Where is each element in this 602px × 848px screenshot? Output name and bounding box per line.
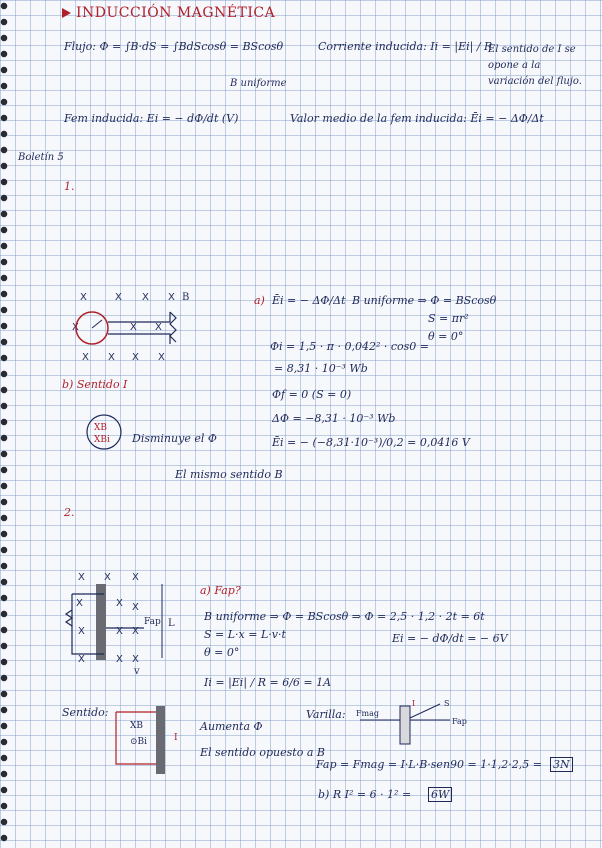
problem-1-uniform: B uniforme ⇒ Φ = BScosθ — [352, 294, 497, 307]
svg-text:X: X — [132, 572, 139, 583]
induced-emf: Fem inducida: Ei = − dΦ/dt (V) — [64, 112, 239, 125]
svg-text:X: X — [132, 654, 139, 665]
direction-note: El sentido de I se opone a la variación del flujo. — [488, 44, 582, 87]
svg-text:X: X — [72, 322, 79, 333]
problem-1-area: S = πr² — [428, 312, 469, 325]
svg-text:X: X — [158, 352, 165, 363]
svg-text:X: X — [132, 602, 139, 613]
svg-text:X: X — [78, 626, 85, 637]
svg-text:Fap: Fap — [452, 717, 467, 726]
svg-text:Fmag: Fmag — [356, 709, 380, 718]
problem-2-current: Ii = |Ei| / R = 6/6 = 1A — [204, 676, 332, 689]
svg-text:L: L — [168, 618, 175, 629]
rod-forces-figure — [356, 698, 476, 748]
flux-definition: Flujo: Φ = ∫B·dS = ∫BdScosθ = BScosθ — [64, 40, 284, 53]
svg-text:Fap: Fap — [144, 617, 161, 627]
spiral-binding — [0, 0, 10, 848]
power-result: 6W — [428, 787, 452, 802]
problem-1-b-label: b) Sentido I — [62, 378, 128, 391]
problem-1-number: 1. — [64, 180, 75, 193]
opposite-direction-note: El sentido opuesto a B — [200, 746, 325, 759]
svg-text:⊙Bi: ⊙Bi — [130, 737, 148, 747]
svg-text:X: X — [76, 598, 83, 609]
problem-1-mean-emf: Ēi = − ΔΦ/Δt — [272, 294, 346, 307]
force-equation: Fap = Fmag = I·L·B·sen90 = 1·1,2·2,5 = — [316, 758, 542, 771]
problem-2-sentido-figure — [112, 704, 198, 776]
problem-2-direction-label: Sentido: — [62, 706, 109, 719]
svg-text:XBi: XBi — [94, 435, 110, 445]
section-label: Boletín 5 — [18, 152, 64, 163]
svg-text:X: X — [116, 598, 123, 609]
svg-text:X: X — [155, 322, 162, 333]
svg-text:X: X — [108, 352, 115, 363]
flux-increases-note: Aumenta Φ — [200, 720, 263, 733]
mean-emf: Valor medio de la fem inducida: Ēi = − ΔΦ/Δt — [290, 112, 544, 125]
page-title: INDUCCIÓN MAGNÉTICA — [76, 5, 276, 21]
svg-text:X: X — [116, 626, 123, 637]
problem-2-line-1: B uniforme ⇒ Φ = BScosθ ⇒ Φ = 2,5 · 1,2 · 2t = 6t — [204, 610, 485, 623]
problem-1-delta-phi: ΔΦ = −8,31 · 10⁻³ Wb — [272, 412, 396, 425]
svg-text:X: X — [82, 352, 89, 363]
same-direction-note: El mismo sentido B — [175, 468, 283, 481]
resistor-icon — [170, 312, 176, 342]
problem-1-figure — [70, 290, 200, 370]
svg-text:X: X — [168, 292, 175, 303]
force-result: 3N — [550, 757, 573, 772]
svg-text:X: X — [78, 572, 85, 583]
problem-1-phi-i-value: = 8,31 · 10⁻³ Wb — [274, 362, 368, 375]
svg-text:X: X — [78, 654, 85, 665]
power-equation: b) R I² = 6 · 1² = — [318, 788, 412, 801]
title-marker-icon — [62, 8, 71, 18]
induced-current: Corriente inducida: Ii = |Ei| / R — [318, 40, 493, 53]
svg-text:I: I — [412, 699, 416, 708]
problem-1-phi-f: Φf = 0 (S = 0) — [272, 388, 352, 401]
problem-1-b-figure — [84, 412, 124, 452]
decreases-flux-note: Disminuye el Φ — [132, 432, 217, 445]
svg-text:XB: XB — [130, 721, 144, 731]
problem-2-emf: Ei = − dΦ/dt = − 6V — [392, 632, 508, 645]
svg-text:v: v — [134, 666, 140, 677]
problem-1-phi-i: Φi = 1,5 · π · 0,042² · cos0 = — [270, 340, 429, 353]
svg-text:X: X — [142, 292, 149, 303]
problem-2-a-label: a) Fap? — [200, 584, 241, 597]
problem-2-line-2: S = L·x = L·v·t — [204, 628, 286, 641]
svg-text:X: X — [80, 292, 87, 303]
problem-1-emf-result: Ēi = − (−8,31·10⁻³)/0,2 = 0,0416 V — [272, 436, 470, 449]
problem-2-number: 2. — [64, 506, 75, 519]
rod-label: Varilla: — [306, 708, 346, 721]
svg-text:X: X — [132, 352, 139, 363]
svg-text:S: S — [444, 699, 450, 708]
problem-2-line-3: θ = 0° — [204, 646, 240, 659]
svg-text:XB: XB — [94, 423, 108, 433]
b-vector-label: B — [182, 292, 190, 303]
svg-text:X: X — [116, 654, 123, 665]
svg-text:I: I — [174, 733, 178, 743]
svg-text:X: X — [104, 572, 111, 583]
problem-2-figure — [64, 570, 194, 678]
svg-text:X: X — [132, 626, 139, 637]
svg-text:X: X — [115, 292, 122, 303]
problem-1-angle: θ = 0° — [428, 330, 464, 343]
uniform-b-note: B uniforme — [230, 78, 287, 89]
problem-1-a-label: a) — [254, 294, 265, 307]
sliding-bar — [96, 584, 106, 660]
svg-text:X: X — [130, 322, 137, 333]
